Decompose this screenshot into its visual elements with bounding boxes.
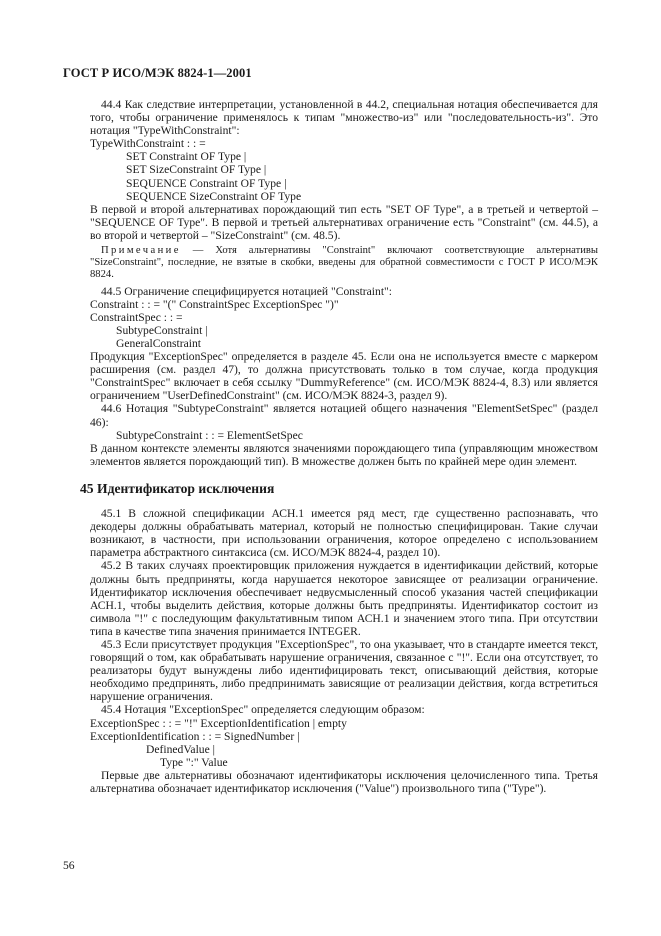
syntax-line: GeneralConstraint [116, 337, 201, 351]
paragraph-45-4b: Первые две альтернативы обозначают идентификаторы исключения целочисленного типа. Третья альтернатива обозначает идентификатор исключения ("Value") произвольного типа ("Type"). [90, 768, 598, 796]
syntax-line: ConstraintSpec : : = [90, 310, 183, 324]
body-text [80, 98, 598, 796]
paragraph-44-5b: Продукция "ExceptionSpec" определяется в разделе 45. Если она не используется вместе с маркером расширения (см. раздел 47), то должна присутствовать только в том случае, когда продукция "ConstraintSpec" включает в себя ссылку "DummyReference" (см. ИСО/МЭК 8824-4, 8.3) или является ограничением "UserDefinedConstraint" (см. ИСО/МЭК 8824-3, раздел 9). [90, 350, 598, 403]
paragraph-44-4b: В первой и второй альтернативах порождающий тип есть "SET OF Type", а в третьей и четвертой – "SEQUENCE OF Type". В первой и третьей альтернативах ограничение есть "Constraint" (см. 44.5), а во второй и четвертой – "SizeConstraint" (см. 48.5). [90, 202, 598, 242]
paragraph-45-1: 45.1 В сложной спецификации АСН.1 имеется ряд мест, где существенно распознавать, что декодеры должны обрабатывать материал, который не полностью специфицирован. Такие случаи возникают, в частности, при использовании ограничения, которое определено с использованием параметра абстрактного синтаксиса (см. ИСО/МЭК 8824-4, раздел 10). [90, 507, 598, 560]
syntax-line: ExceptionSpec : : = "!" ExceptionIdentification | empty [90, 716, 347, 730]
note-text: — Хотя альтернативы "Constraint" включают соответствующие альтернативы "SizeConstraint", последние, не взятые в скобки, введены для обратной совместимости с ГОСТ Р ИСО/МЭК 8824. [90, 245, 598, 281]
section-title-45: 45 Идентификатор исключения [80, 480, 275, 496]
syntax-line: ExceptionIdentification : : = SignedNumber | [90, 729, 300, 743]
page-number: 56 [63, 859, 75, 872]
note-label: Примечание [101, 245, 181, 257]
syntax-line: Constraint : : = "(" ConstraintSpec ExceptionSpec ")" [90, 297, 339, 311]
standard-header: ГОСТ Р ИСО/МЭК 8824-1—2001 [63, 66, 252, 80]
paragraph-44-6: 44.6 Нотация "SubtypeConstraint" является нотацией общего назначения "ElementSetSpec" (раздел 46): [90, 402, 598, 429]
syntax-line: TypeWithConstraint : : = [90, 137, 206, 151]
note [90, 245, 598, 282]
syntax-line: DefinedValue | [146, 742, 215, 756]
paragraph-44-6b: В данном контексте элементы являются значениями порождающего типа (управляющим множеством элементов является порождающий тип). В множестве должен быть по крайней мере один элемент. [90, 441, 598, 468]
paragraph-44-4: 44.4 Как следствие интерпретации, установленной в 44.2, специальная нотация обеспечивается для того, чтобы ограничение применялось к типам "множество-из" или "последовательность-из". Это нотация "TypeWithConstraint": [90, 98, 598, 138]
syntax-line: SET Constraint OF Type | [126, 150, 247, 164]
syntax-line: SET SizeConstraint OF Type | [126, 163, 267, 177]
syntax-line: SubtypeConstraint | [116, 323, 208, 337]
syntax-line: SubtypeConstraint : : = ElementSetSpec [116, 428, 303, 442]
paragraph-44-5: 44.5 Ограничение специфицируется нотацией "Constraint": [101, 284, 392, 298]
paragraph-45-4: 45.4 Нотация "ExceptionSpec" определяется следующим образом: [101, 703, 425, 717]
syntax-line: Type ":" Value [160, 755, 228, 769]
syntax-line: SEQUENCE Constraint OF Type | [126, 176, 287, 190]
paragraph-45-2: 45.2 В таких случаях проектировщик приложения нуждается в идентификации действий, которые должны быть предприняты, когда нарушается некоторое зависящее от реализации ограничение. Идентификатор исключения обеспечивает недвусмысленный способ указания частей спецификации АСН.1, чтобы выделить действия, которые должны быть предприняты. Идентификатор состоит из символа "!" с последующим факультативным типом АСН.1 и значением этого типа. При отсутствии типа в качестве типа значения принимается INTEGER. [90, 559, 598, 638]
syntax-line: SEQUENCE SizeConstraint OF Type [126, 189, 302, 203]
paragraph-45-3: 45.3 Если присутствует продукция "ExceptionSpec", то она указывает, что в стандарте имеется текст, говорящий о том, как обрабатывать нарушение ограничения, связанное с "!". Если она отсутствует, то реализаторы будут вынуждены либо идентифицировать текст, описывающий действия, которые необходимо предпринять, либо предпринимать зависящие от реализации действия, когда встретиться нарушение ограничения. [90, 637, 598, 704]
